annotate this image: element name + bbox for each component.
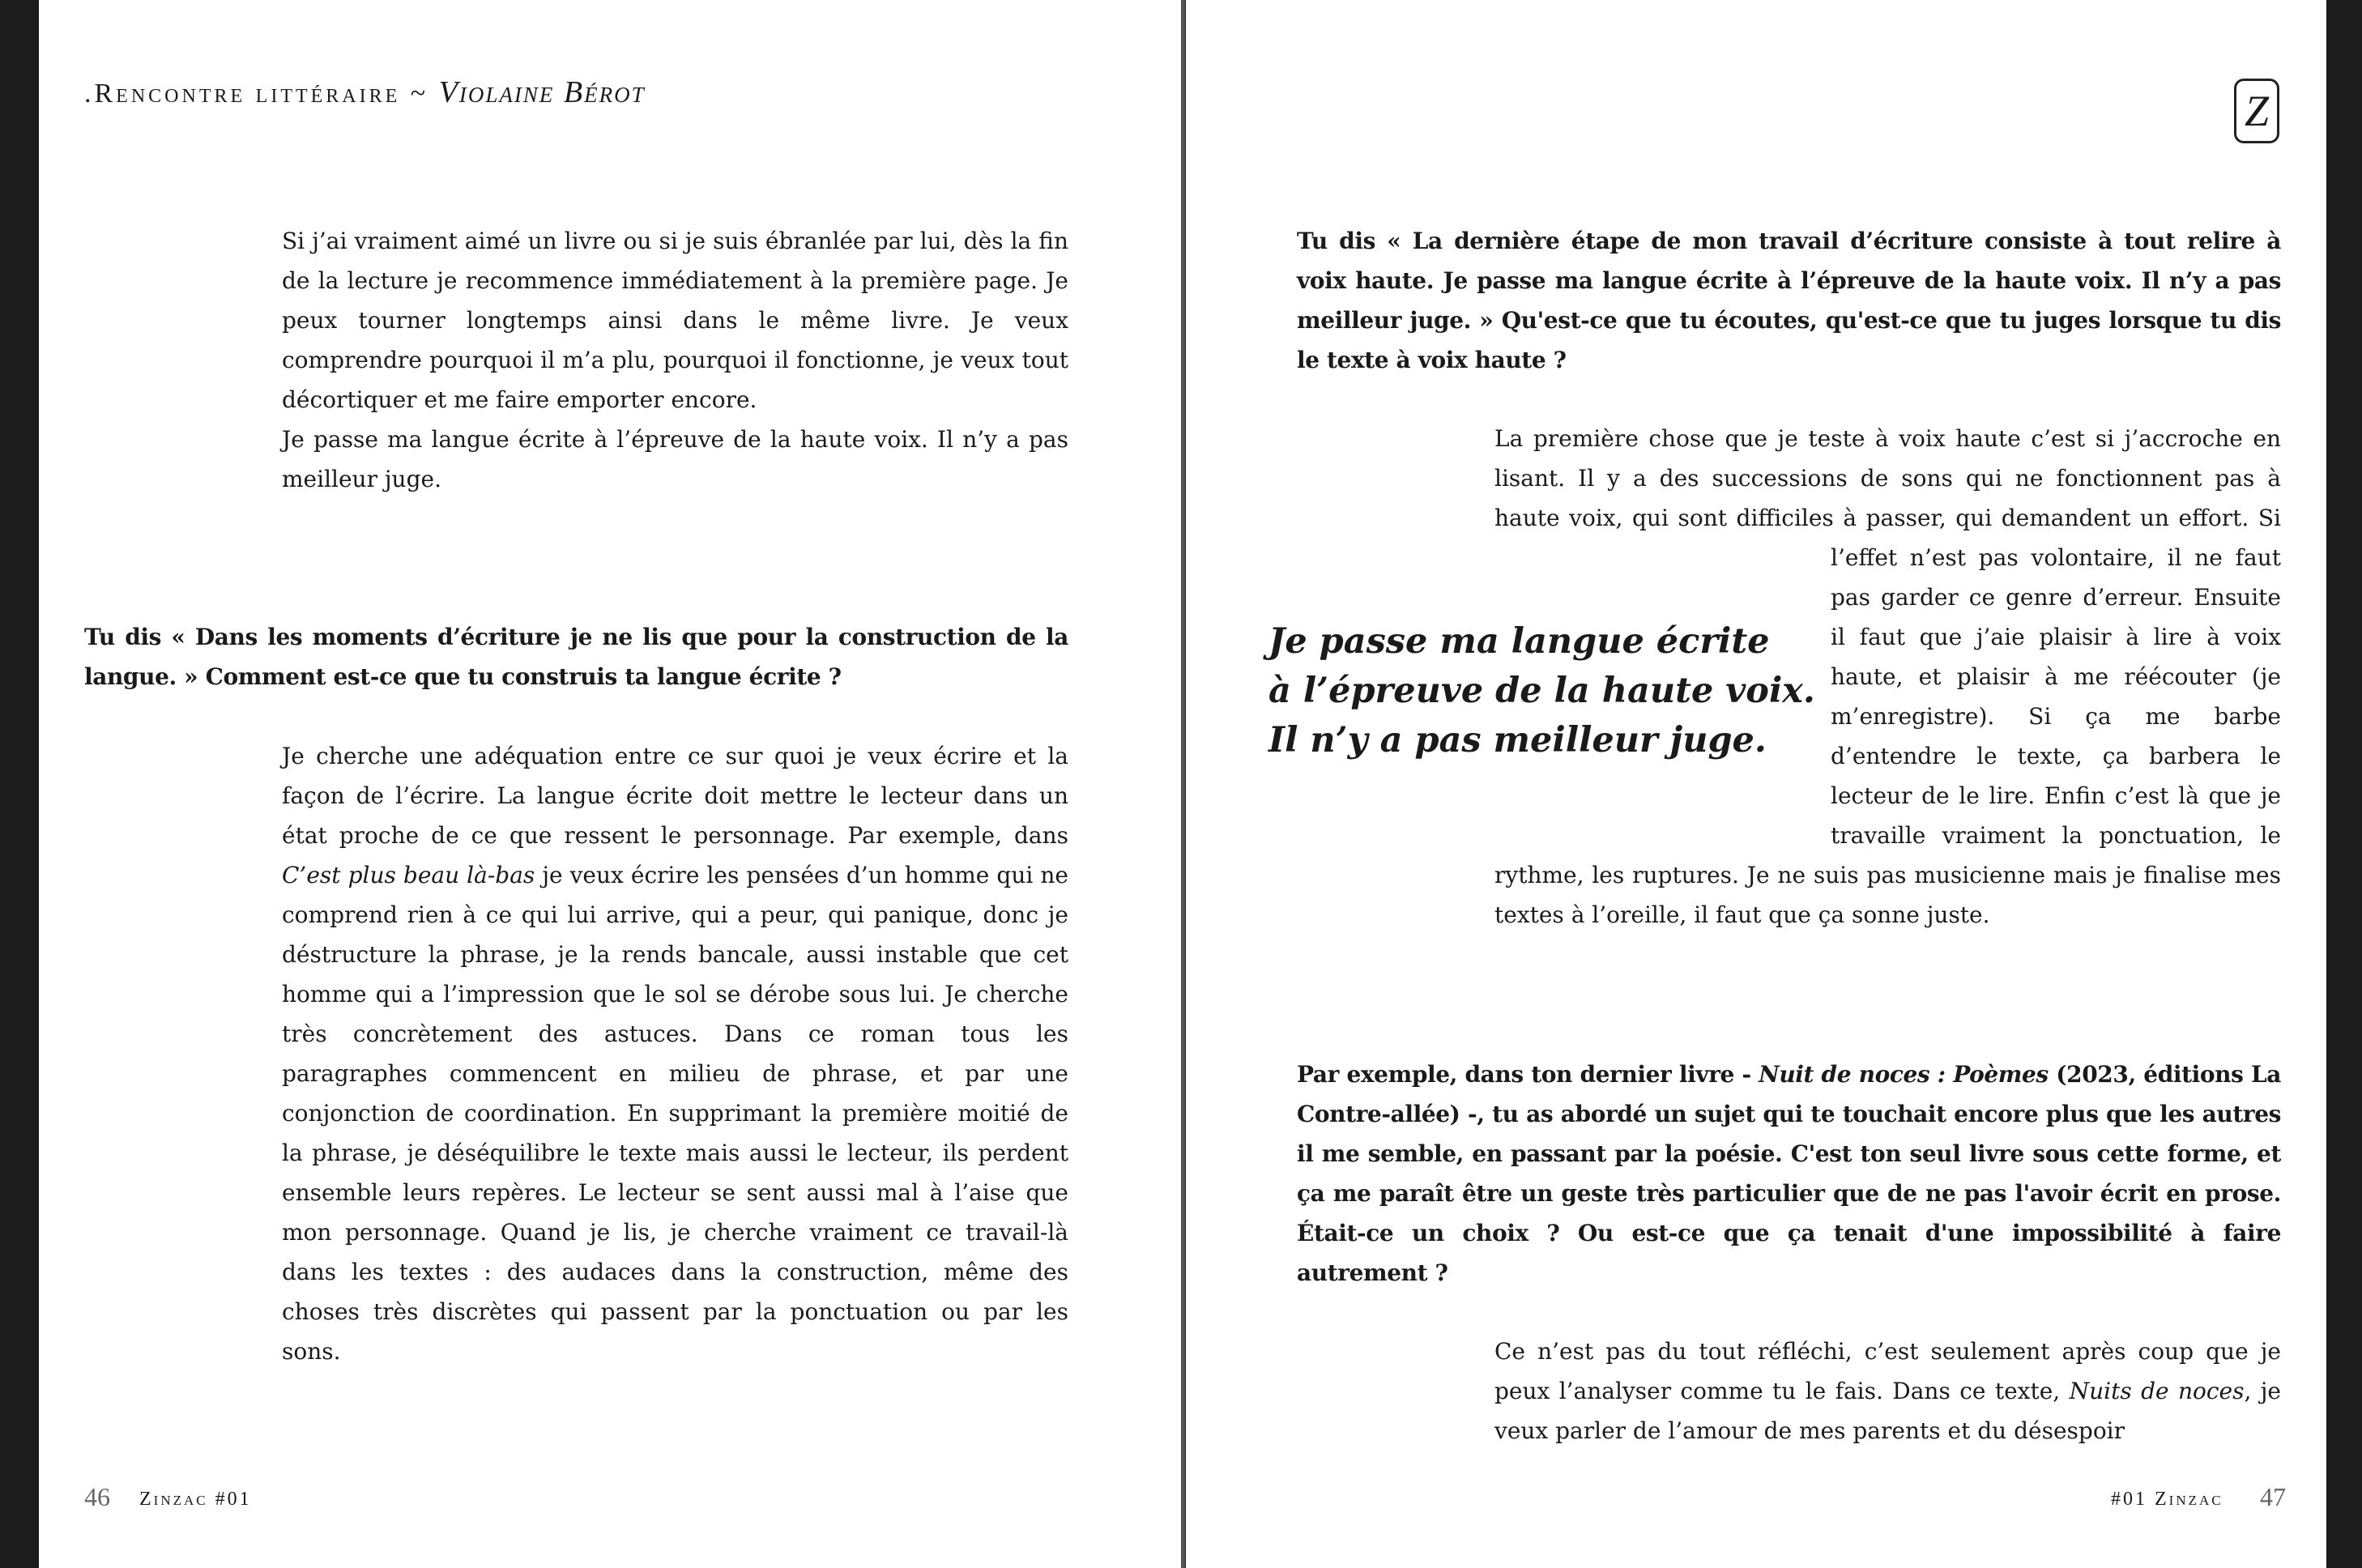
text: La première chose que je teste à voix haute c’est si j’accroche en lisant. Il y a des successions de sons qui ne fonctionnent pas à haute voix, qui sont difficiles à passer, qui demandent un effort. Si l’effet n’est pas volontaire, il ne faut pas garder ce genre d’erreur. Ensuite il faut que j’aie plaisir à lire à voix haute, et plaisir à me réécouter (je m’enregistre). Si ça me barbe d’entendre le texte, ça barbera le lecteur de le lire. Enfin c’est là que je travaille vraiment la ponctuation, le rythme, les ruptures. Je ne suis pas musicienne mais je finalise mes textes à l’oreille, il faut que ça sonne juste. [1494,425,2281,928]
answer-paragraph-2 [282,736,1068,1371]
book-title: Nuit de noces : Poèmes [1759,1061,2049,1088]
text: , je veux parler de l’amour de mes parents et du désespoir [1494,1378,2282,1444]
question-3 [1297,1055,2281,1293]
running-header [84,75,646,110]
text: je veux écrire les pensées d’un homme qui ne comprend rien à ce qui lui arrive, qui a peur, qui panique, donc je déstructure la phrase, je la rends bancale, aussi instable que cet homme qui a l’impression que le sol se dérobe sous lui. Je cherche très concrètement des astuces. Dans ce roman tous les paragraphes commencent en milieu de phrase, et par une conjonction de coordination. En supprimant la première moitié de la phrase, je déséquilibre le texte mais aussi le lecteur, ils perdent ensemble leurs repères. Le lecteur se sent aussi mal à l’aise que mon personnage. Quand je lis, je cherche vraiment ce travail-là dans les textes : des audaces dans la construction, même des choses très discrètes qui passent par la ponctuation ou par les sons. [282,862,1068,1365]
page-gutter [1181,0,1185,1568]
pull-quote-line: Je passe ma langue écrite [1268,621,1770,662]
text: Ce n’est pas du tout réfléchi, c’est seulement après coup que je peux l’analyser comme tu le fais. Dans ce texte, [1494,1338,2281,1404]
footer-title: Zinzac #01 [139,1489,252,1510]
book-title: C’est plus beau là-bas [282,862,535,888]
author-name: Violaine Bérot [438,75,646,109]
footer-title: #01 Zinzac [2111,1489,2223,1510]
text: (2023, éditions La Contre-allée) -, tu as abordé un sujet qui te touchait encore plus que les autres il me semble, en passant par la poésie. C'est ton seul livre sous cette forme, et ça me paraît être un geste très particulier que de ne pas l'avoir écrit en prose. Était-ce un choix ? Ou est-ce que ça tenait d'une impossibilité à faire autrement ? [1297,1061,2281,1286]
pull-quote [1268,617,1815,765]
page-number: 47 [2260,1482,2286,1511]
paragraph: Je passe ma langue écrite à l’épreuve de la haute voix. Il n’y a pas meilleur juge. [282,426,1068,492]
question-1: Tu dis « Dans les moments d’écriture je ne lis que pour la construction de la langue. » Comment est-ce que tu construis ta langue écrite ? [84,624,1068,690]
pull-quote-line: à l’épreuve de la haute voix. [1268,671,1815,711]
section-title: .Rencontre littéraire ~ [84,79,439,109]
book-title: Nuits de noces [2069,1378,2245,1404]
page-number: 46 [84,1482,110,1511]
paragraph: Si j’ai vraiment aimé un livre ou si je suis ébranlée par lui, dès la fin de la lecture je recommence immédiatement à la première page. Je peux tourner longtemps ainsi dans le même livre. Je veux comprendre pourquoi il m’a plu, pourquoi il fonctionne, je veux tout décortiquer et me faire emporter encore. [282,228,1068,413]
answer-paragraph-4 [1494,1332,2281,1451]
answer-paragraph-1 [282,221,1068,499]
pull-quote-line: Il n’y a pas meilleur juge. [1268,720,1767,761]
question-2: Tu dis « La dernière étape de mon travail d’écriture consiste à tout relire à voix haute. Je passe ma langue écrite à l’épreuve de la haute voix. Il n’y a pas meilleur juge. » Qu'est-ce que tu écoutes, qu'est-ce que tu juges lorsque tu dis le texte à voix haute ? [1297,228,2281,373]
zinzac-logo: Z [2234,79,2279,143]
text: Je cherche une adéquation entre ce sur quoi je veux écrire et la façon de l’écrire. La langue écrite doit mettre le lecteur dans un état proche de ce que ressent le personnage. Par exemple, dans [282,743,1068,849]
text: Par exemple, dans ton dernier livre - [1297,1061,1759,1088]
